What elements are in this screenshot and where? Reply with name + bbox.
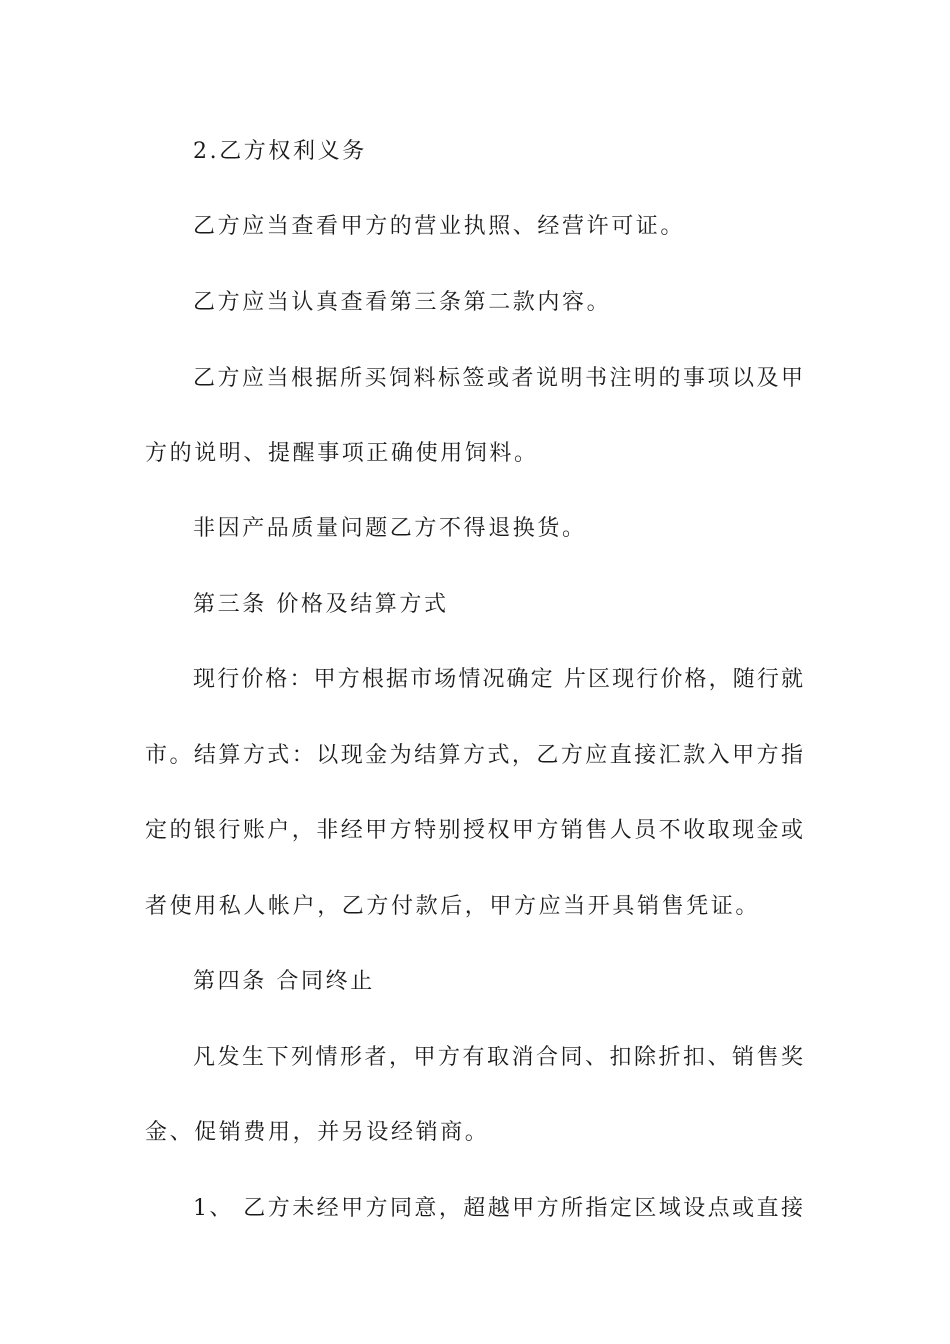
paragraph-line: 乙方应当根据所买饲料标签或者说明书注明的事项以及甲 xyxy=(193,366,803,391)
list-item-line: 1、 乙方未经甲方同意，超越甲方所指定区域设点或直接 xyxy=(193,1196,803,1221)
paragraph-line: 乙方应当认真查看第三条第二款内容。 xyxy=(193,290,612,315)
paragraph-line: 方的说明、提醒事项正确使用饲料。 xyxy=(145,441,539,466)
paragraph-line: 市。结算方式：以现金为结算方式，乙方应直接汇款入甲方指 xyxy=(145,743,803,768)
section-heading-party-b-rights: 2.乙方权利义务 xyxy=(193,139,367,164)
article-heading-contract-termination: 第四条 合同终止 xyxy=(193,969,375,994)
article-heading-price-settlement: 第三条 价格及结算方式 xyxy=(193,592,449,617)
paragraph-line: 凡发生下列情形者，甲方有取消合同、扣除折扣、销售奖 xyxy=(193,1045,803,1070)
paragraph-line: 乙方应当查看甲方的营业执照、经营许可证。 xyxy=(193,214,686,239)
paragraph-line: 者使用私人帐户，乙方付款后，甲方应当开具销售凭证。 xyxy=(145,894,761,919)
paragraph-line: 非因产品质量问题乙方不得退换货。 xyxy=(193,516,587,541)
paragraph-line: 金、促销费用，并另设经销商。 xyxy=(145,1120,490,1145)
paragraph-line: 现行价格：甲方根据市场情况确定 片区现行价格，随行就 xyxy=(193,667,803,692)
paragraph-line: 定的银行账户，非经甲方特别授权甲方销售人员不收取现金或 xyxy=(145,818,803,843)
